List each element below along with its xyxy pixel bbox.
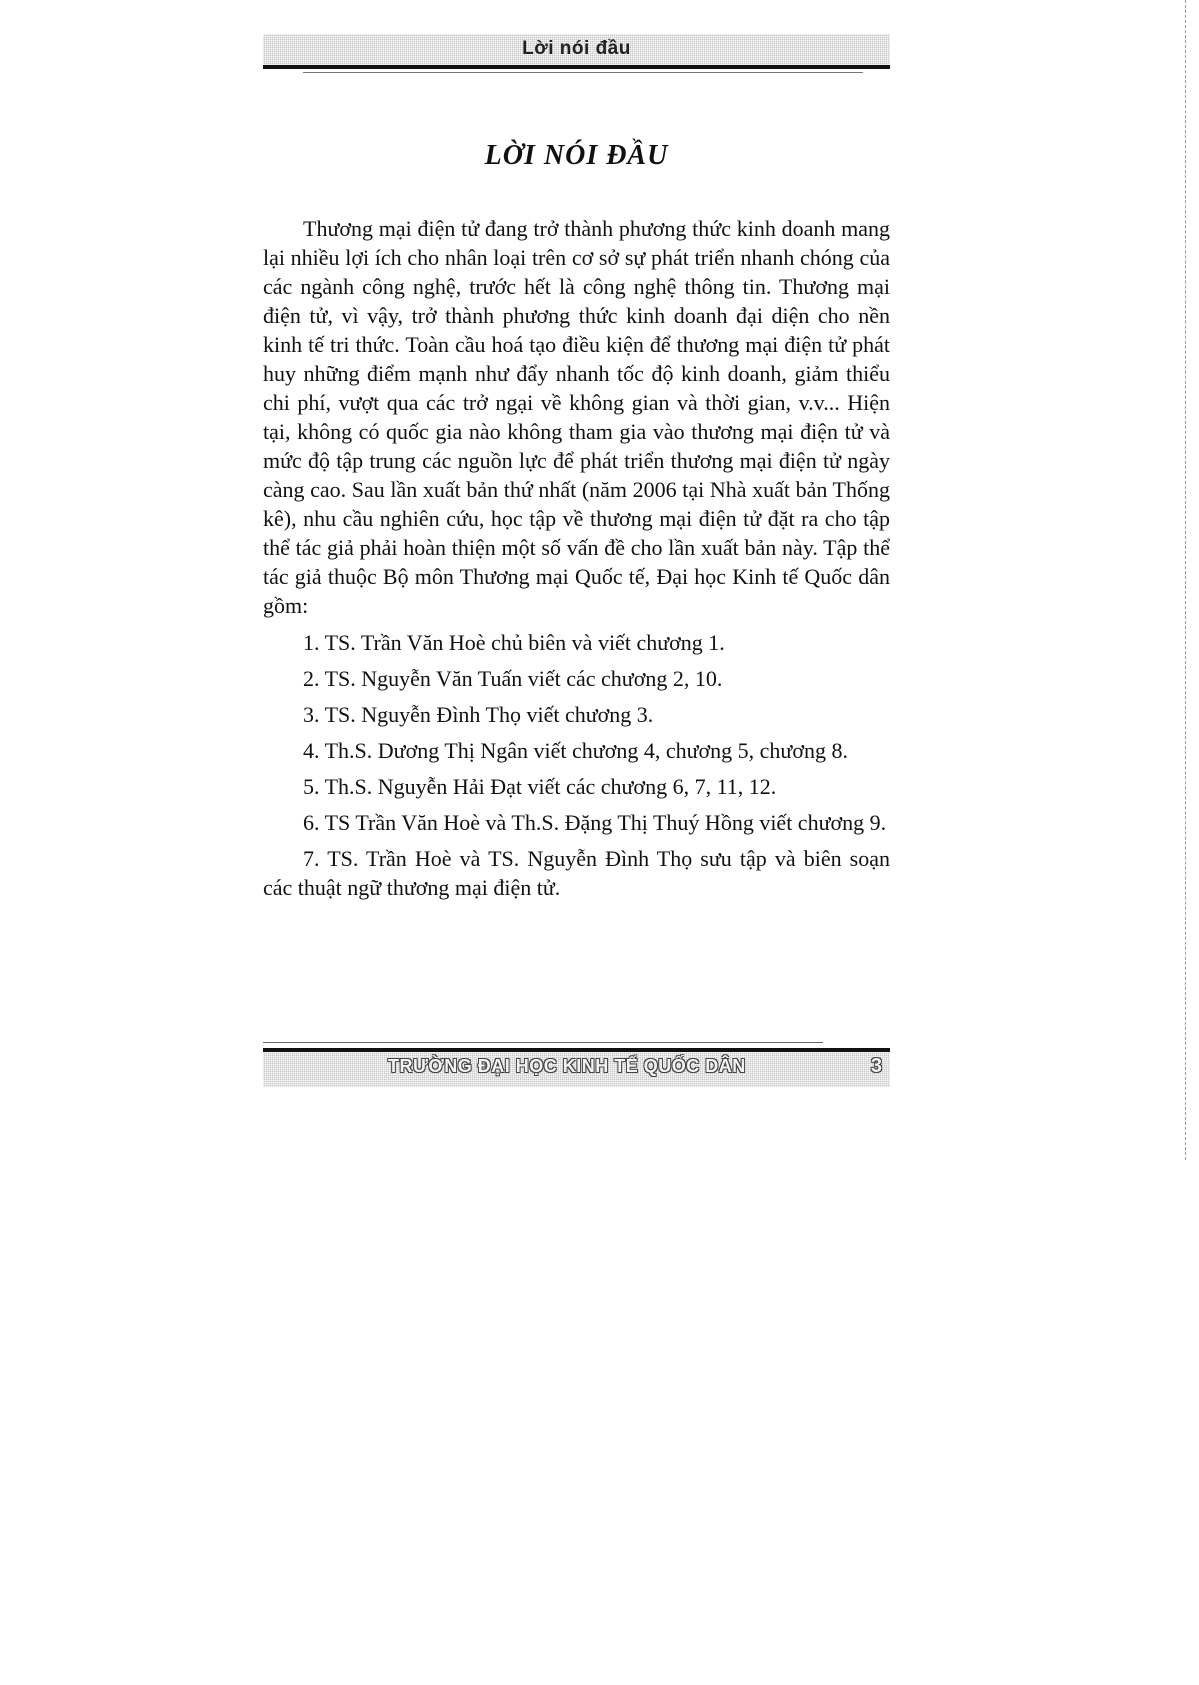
running-footer: [263, 1048, 890, 1087]
author-list-item: 4. Th.S. Dương Thị Ngân viết chương 4, chương 5, chương 8.: [303, 738, 848, 763]
page-title: LỜI NÓI ĐẦU: [484, 140, 669, 171]
header-rule: [303, 72, 863, 73]
running-header: [263, 34, 890, 69]
page-number: 3: [870, 1055, 882, 1077]
running-header-text: Lời nói đầu: [522, 38, 631, 59]
body-text: [263, 214, 890, 902]
author-list-item: 3. TS. Nguyễn Đình Thọ viết chương 3.: [303, 702, 654, 727]
author-list-item: 1. TS. Trần Văn Hoè chủ biên và viết chương 1.: [303, 630, 725, 655]
footer-rule: [263, 1042, 823, 1043]
running-footer-text: TRƯỜNG ĐẠI HỌC KINH TẾ QUỐC DÂN: [388, 1056, 746, 1076]
scan-edge-divider: [1185, 0, 1186, 1160]
author-list-item: 6. TS Trần Văn Hoè và Th.S. Đặng Thị Thuý Hồng viết chương 9.: [303, 810, 887, 835]
author-list-item: 5. Th.S. Nguyễn Hải Đạt viết các chương 6, 7, 11, 12.: [303, 774, 777, 799]
author-list-item: 2. TS. Nguyễn Văn Tuấn viết các chương 2, 10.: [303, 666, 723, 691]
intro-paragraph: Thương mại điện tử đang trở thành phương thức kinh doanh mang lại nhiều lợi ích cho nhân loại trên cơ sở sự phát triển nhanh chóng của các ngành công nghệ, trước hết là công nghệ thông tin. Thương mại điện tử, vì vậy, trở thành phương thức kinh doanh đại diện cho nền kinh tế tri thức. Toàn cầu hoá tạo điều kiện để thương mại điện tử phát huy những điểm mạnh như đẩy nhanh tốc độ kinh doanh, giảm thiểu chi phí, vượt qua các trở ngại về không gian và thời gian, v.v... Hiện tại, không có quốc gia nào không tham gia vào thương mại điện tử và mức độ tập trung các nguồn lực để phát triển thương mại điện tử ngày càng cao. Sau lần xuất bản thứ nhất (năm 2006 tại Nhà xuất bản Thống kê), nhu cầu nghiên cứu, học tập về thương mại điện tử đặt ra cho tập thể tác giả phải hoàn thiện một số vấn đề cho lần xuất bản này. Tập thể tác giả thuộc Bộ môn Thương mại Quốc tế, Đại học Kinh tế Quốc dân gồm:: [263, 216, 890, 618]
author-list: [263, 628, 890, 902]
author-list-item: 7. TS. Trần Hoè và TS. Nguyễn Đình Thọ sưu tập và biên soạn các thuật ngữ thương mại điện tử.: [263, 846, 890, 900]
